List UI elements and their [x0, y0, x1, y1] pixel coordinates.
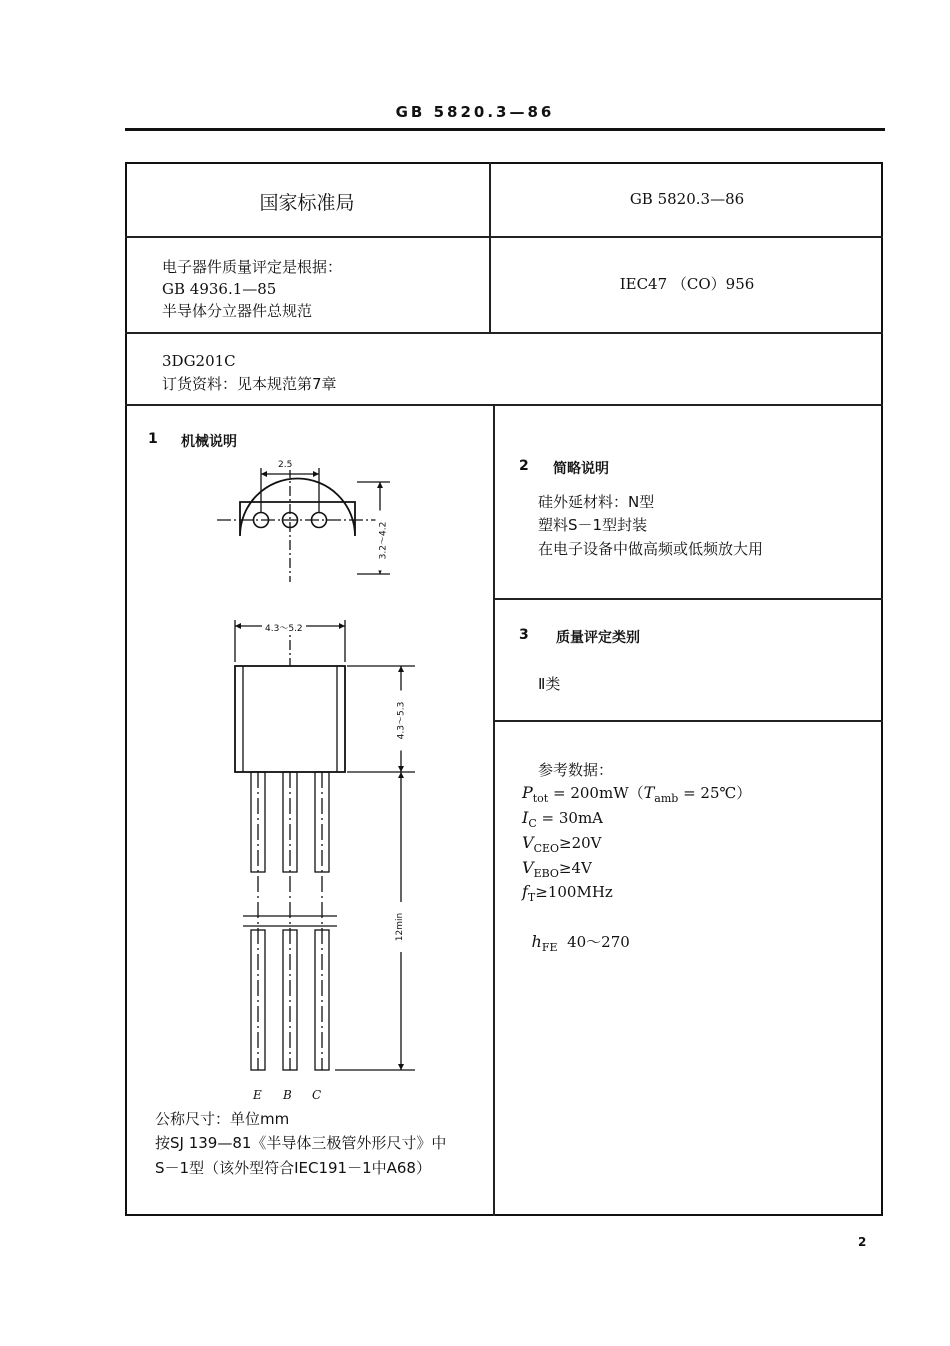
ordering-info: 订货资料：见本规范第7章 — [162, 375, 337, 393]
param-ptot: $P_{tot} = 200mW(T_{amb}$ = 25℃） — [522, 783, 752, 805]
note-line-3: S－1型（该外型符合IEC191－1中A68） — [155, 1159, 431, 1177]
bottom-column-divider — [493, 404, 495, 1216]
row1-divider — [125, 236, 883, 238]
section3-number: 3 — [519, 627, 529, 643]
section3-title: 质量评定类别 — [556, 630, 640, 646]
standard-number: GB 5820.3—86 — [629, 190, 745, 208]
dim-lead-length: 12min — [395, 902, 405, 952]
reference-heading: 参考数据： — [538, 761, 614, 779]
section1-title: 机械说明 — [181, 434, 237, 450]
param-vceo: $V_{CEO}\ge 20V$ — [522, 833, 602, 855]
param-ft: $f_T\ge 100MHz$ — [522, 882, 613, 904]
param-hfe: $h_{FE}$ 40～270 — [531, 932, 630, 954]
package-body — [235, 666, 345, 772]
pin-label-c: C — [312, 1088, 322, 1102]
brief-line-3: 在电子设备中做高频或低频放大用 — [538, 540, 764, 558]
assessment-category: Ⅱ类 — [538, 675, 561, 693]
dim-head-height: 3.2～4.2 — [376, 511, 389, 571]
page-number: 2 — [858, 1235, 867, 1249]
basis-line-1: 电子器件质量评定是根据： — [162, 258, 343, 276]
note-line-1: 公称尺寸：单位mm — [155, 1110, 290, 1128]
issuing-authority: 国家标准局 — [259, 192, 355, 214]
dim-pin-pitch: 2.5 — [278, 460, 293, 470]
section2-title: 简略说明 — [553, 461, 609, 477]
section2-number: 2 — [519, 458, 529, 474]
param-ic: $I_C = 30mA$ — [522, 808, 603, 830]
brief-line-2: 塑料S－1型封装 — [538, 516, 648, 534]
document-code-header: GB 5820.3—86 — [395, 103, 555, 121]
dim-body-height: 4.3～5.3 — [394, 691, 407, 751]
basis-line-3: 半导体分立器件总规范 — [162, 302, 313, 320]
device-type: 3DG201C — [162, 352, 236, 370]
brief-line-1: 硅外延材料：N型 — [538, 493, 655, 511]
section3-divider — [493, 720, 883, 722]
row3-divider — [125, 404, 883, 406]
pin-label-b: B — [283, 1088, 292, 1102]
row2-divider — [125, 332, 883, 334]
section2-divider — [493, 598, 883, 600]
header-rule — [125, 128, 885, 131]
pin-label-e: E — [253, 1088, 262, 1102]
basis-line-2: GB 4936.1—85 — [162, 280, 277, 298]
section1-number: 1 — [148, 431, 158, 447]
note-line-2: 按SJ 139—81《半导体三极管外形尺寸》中 — [155, 1134, 447, 1152]
param-vebo: $V_{EBO}\ge 4V$ — [522, 858, 592, 880]
dim-body-width: 4.3～5.2 — [262, 621, 306, 634]
iec-reference: IEC47 （CO）956 — [619, 275, 755, 293]
package-outline-drawing — [205, 452, 430, 1102]
